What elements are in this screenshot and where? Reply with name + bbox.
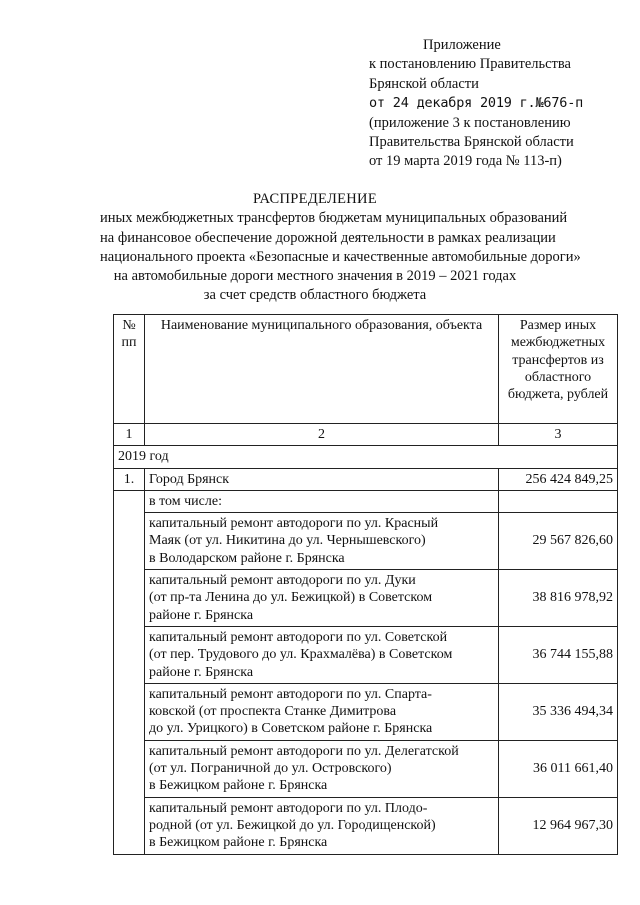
object-line: ковской (от проспекта Станке Димитрова <box>149 704 397 720</box>
column-number: 3 <box>499 424 618 446</box>
municipality-name: Город Брянск <box>145 468 499 490</box>
object-amount: 38 816 978,92 <box>499 570 618 627</box>
object-line: Маяк (от ул. Никитина до ул. Чернышевского) <box>149 533 426 549</box>
year-label: 2019 год <box>114 446 618 468</box>
object-amount: 36 744 155,88 <box>499 626 618 683</box>
object-name <box>145 570 499 627</box>
title-line: иных межбюджетных трансфертов бюджетам муниципальных образований <box>100 210 568 227</box>
object-line: (от ул. Пограничной до ул. Островского) <box>149 761 392 777</box>
object-line: районе г. Брянска <box>149 664 254 680</box>
header-num: № пп <box>114 315 145 424</box>
appendix-line: от 19 марта 2019 года № 113-п) <box>369 153 562 170</box>
header-name: Наименование муниципального образования, объекта <box>145 315 499 424</box>
including-row <box>114 490 618 512</box>
object-name <box>145 626 499 683</box>
object-line: капитальный ремонт автодороги по ул. Дуки <box>149 573 416 589</box>
table-row <box>114 740 618 797</box>
object-line: в Бежицком районе г. Брянска <box>149 778 328 794</box>
object-amount: 36 011 661,40 <box>499 740 618 797</box>
document-title <box>100 190 581 306</box>
header-amount: Размер иных межбюджетных трансфертов из областного бюджета, рублей <box>499 315 618 424</box>
object-line: (от пр-та Ленина до ул. Бежицкой) в Советском <box>149 590 433 606</box>
table-row <box>114 513 618 570</box>
including-label: в том числе: <box>145 490 499 512</box>
year-row <box>114 446 618 468</box>
table-row <box>114 797 618 854</box>
object-line: капитальный ремонт автодороги по ул. Советской <box>149 629 448 645</box>
object-line: в Бежицком районе г. Брянска <box>149 835 328 851</box>
object-amount: 12 964 967,30 <box>499 797 618 854</box>
table-row <box>114 570 618 627</box>
object-name <box>145 683 499 740</box>
empty-num-cell <box>114 490 145 854</box>
object-amount: 35 336 494,34 <box>499 683 618 740</box>
table-row <box>114 683 618 740</box>
object-name <box>145 740 499 797</box>
object-line: в Володарском районе г. Брянска <box>149 550 345 566</box>
appendix-line: Брянской области <box>369 75 479 92</box>
title-line: за счет средств областного бюджета <box>203 287 427 304</box>
municipality-amount: 256 424 849,25 <box>499 468 618 490</box>
municipality-num: 1. <box>114 468 145 490</box>
appendix-line: к постановлению Правительства <box>369 56 571 73</box>
column-number: 1 <box>114 424 145 446</box>
municipality-row <box>114 468 618 490</box>
object-line: капитальный ремонт автодороги по ул. Плодо- <box>149 800 428 816</box>
object-name <box>145 797 499 854</box>
title-line: на финансовое обеспечение дорожной деятельности в рамках реализации <box>100 229 556 246</box>
object-line: родной (от ул. Бежицкой до ул. Городищенской) <box>149 817 436 833</box>
appendix-line: (приложение 3 к постановлению <box>369 114 571 131</box>
appendix-title: Приложение <box>423 37 501 53</box>
object-line: капитальный ремонт автодороги по ул. Спарта- <box>149 686 432 702</box>
object-line: капитальный ремонт автодороги по ул. Делегатской <box>149 743 459 759</box>
appendix-line: Правительства Брянской области <box>369 134 574 151</box>
table-header-row <box>114 315 618 424</box>
column-number: 2 <box>145 424 499 446</box>
object-line: до ул. Урицкого) в Советском районе г. Брянска <box>149 721 433 737</box>
appendix-date-number: от 24 декабря 2019 г.№676-п <box>369 95 584 112</box>
column-numbers-row <box>114 424 618 446</box>
object-name <box>145 513 499 570</box>
appendix-block <box>369 36 629 172</box>
object-line: капитальный ремонт автодороги по ул. Красный <box>149 516 439 532</box>
title-line: национального проекта «Безопасные и качественные автомобильные дороги» <box>100 248 581 265</box>
title-line: на автомобильные дороги местного значения в 2019 – 2021 годах <box>113 268 517 285</box>
table-row <box>114 626 618 683</box>
object-line: районе г. Брянска <box>149 607 254 623</box>
object-amount: 29 567 826,60 <box>499 513 618 570</box>
empty-amount-cell <box>499 490 618 512</box>
object-line: (от пер. Трудового до ул. Крахмалёва) в Советском <box>149 647 453 663</box>
distribution-table <box>113 314 618 855</box>
title-heading: РАСПРЕДЕЛЕНИЕ <box>253 191 377 207</box>
